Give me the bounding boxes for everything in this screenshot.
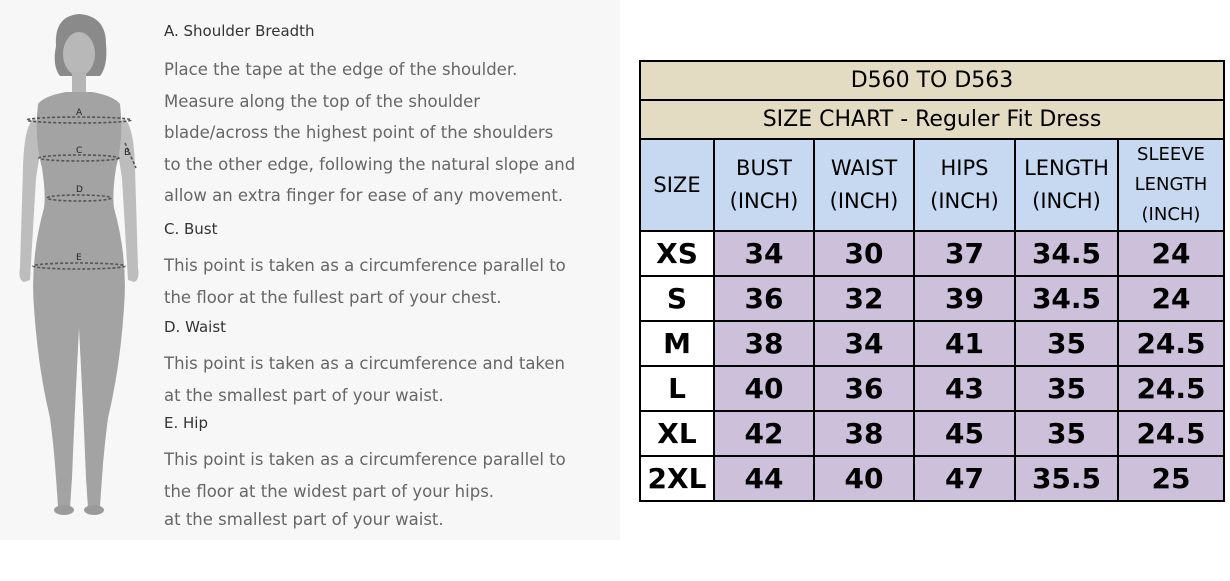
sleeve-cell: 24 — [1118, 276, 1224, 321]
waist-cell: 40 — [814, 456, 914, 501]
table-row — [640, 366, 1224, 411]
size-cell: M — [640, 321, 714, 366]
size-cell: XL — [640, 411, 714, 456]
length-cell: 35 — [1015, 411, 1118, 456]
bust-cell: 42 — [714, 411, 814, 456]
waist-heading: D. Waist — [164, 318, 227, 336]
sleeve-cell: 25 — [1118, 456, 1224, 501]
size-cell: S — [640, 276, 714, 321]
hips-cell: 37 — [914, 231, 1015, 276]
header-size: SIZE — [640, 139, 714, 231]
bust-cell: 38 — [714, 321, 814, 366]
sleeve-cell: 24.5 — [1118, 321, 1224, 366]
bust-cell: 44 — [714, 456, 814, 501]
marker-c: C — [76, 146, 83, 156]
hips-cell: 39 — [914, 276, 1015, 321]
body-silhouette-icon — [4, 8, 154, 518]
size-cell: 2XL — [640, 456, 714, 501]
bust-cell: 40 — [714, 366, 814, 411]
bust-cell: 36 — [714, 276, 814, 321]
sleeve-cell: 24.5 — [1118, 411, 1224, 456]
length-cell: 34.5 — [1015, 231, 1118, 276]
bust-section — [164, 218, 614, 313]
waist-cell: 32 — [814, 276, 914, 321]
hips-cell: 45 — [914, 411, 1015, 456]
hips-cell: 43 — [914, 366, 1015, 411]
table-row — [640, 276, 1224, 321]
header-waist: WAIST (INCH) — [814, 139, 914, 231]
waist-text: This point is taken as a circumference and taken at the smallest part of your waist. — [164, 354, 566, 405]
hips-cell: 47 — [914, 456, 1015, 501]
marker-d: D — [76, 185, 83, 195]
shoulder-text: Place the tape at the edge of the shoulder. Measure along the top of the shoulder blade/across the highest point of the shoulders to the other edge, following the natural slope and allow an extra finger for ease of any movement. — [164, 60, 576, 205]
marker-b: B — [124, 148, 131, 158]
waist-cell: 36 — [814, 366, 914, 411]
waist-cell: 30 — [814, 231, 914, 276]
bust-text: This point is taken as a circumference parallel to the floor at the fullest part of your chest. — [164, 256, 566, 307]
bust-cell: 34 — [714, 231, 814, 276]
chart-subtitle: SIZE CHART - Reguler Fit Dress — [640, 100, 1224, 139]
marker-e: E — [76, 253, 82, 263]
length-cell: 35 — [1015, 321, 1118, 366]
hips-cell: 41 — [914, 321, 1015, 366]
sleeve-cell: 24.5 — [1118, 366, 1224, 411]
chart-header-row — [640, 139, 1224, 231]
size-cell: XS — [640, 231, 714, 276]
table-row — [640, 321, 1224, 366]
hip-section — [164, 412, 614, 533]
size-chart-table — [639, 60, 1225, 502]
header-hips: HIPS (INCH) — [914, 139, 1015, 231]
measurement-guide-panel — [0, 0, 620, 540]
shoulder-section — [164, 20, 614, 212]
hip-text: This point is taken as a circumference parallel to the floor at the widest part of your hips. — [164, 450, 566, 501]
table-row — [640, 411, 1224, 456]
header-sleeve-length: SLEEVE LENGTH (INCH) — [1118, 139, 1224, 231]
table-row — [640, 456, 1224, 501]
chart-title: D560 TO D563 — [640, 61, 1224, 100]
marker-a: A — [76, 108, 83, 118]
shoulder-heading: A. Shoulder Breadth — [164, 22, 315, 40]
size-cell: L — [640, 366, 714, 411]
sleeve-cell: 24 — [1118, 231, 1224, 276]
length-cell: 35.5 — [1015, 456, 1118, 501]
header-bust: BUST (INCH) — [714, 139, 814, 231]
waist-section — [164, 316, 614, 411]
length-cell: 35 — [1015, 366, 1118, 411]
hip-extra-text: at the smallest part of your waist. — [164, 510, 444, 529]
waist-cell: 34 — [814, 321, 914, 366]
table-row — [640, 231, 1224, 276]
header-length: LENGTH (INCH) — [1015, 139, 1118, 231]
bust-heading: C. Bust — [164, 220, 218, 238]
body-figure — [4, 8, 154, 518]
waist-cell: 38 — [814, 411, 914, 456]
hip-heading: E. Hip — [164, 414, 208, 432]
length-cell: 34.5 — [1015, 276, 1118, 321]
